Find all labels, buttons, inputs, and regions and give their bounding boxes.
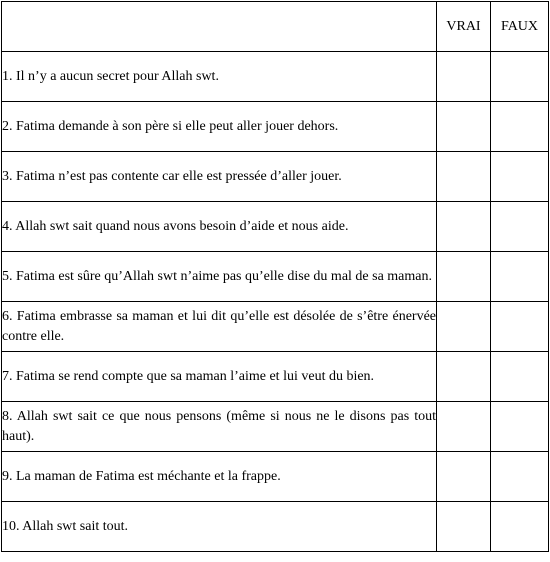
vrai-answer-cell[interactable] [437,402,491,452]
statement-text: 6. Fatima embrasse sa maman et lui dit qu’elle est désolée de s’être énervée contre elle. [2,302,437,352]
faux-answer-cell[interactable] [491,402,549,452]
vrai-answer-cell[interactable] [437,352,491,402]
vrai-answer-cell[interactable] [437,502,491,552]
table-row [2,402,549,452]
statement-text: 3. Fatima n’est pas contente car elle est pressée d’aller jouer. [2,152,437,202]
faux-answer-cell[interactable] [491,452,549,502]
faux-answer-cell[interactable] [491,202,549,252]
faux-header: FAUX [491,2,549,52]
table-row [2,352,549,402]
faux-answer-cell[interactable] [491,152,549,202]
statement-text: 1. Il n’y a aucun secret pour Allah swt. [2,52,437,102]
vrai-answer-cell[interactable] [437,452,491,502]
statement-text: 9. La maman de Fatima est méchante et la frappe. [2,452,437,502]
vrai-answer-cell[interactable] [437,302,491,352]
vrai-answer-cell[interactable] [437,252,491,302]
table-row [2,502,549,552]
statement-text: 2. Fatima demande à son père si elle peut aller jouer dehors. [2,102,437,152]
table-row [2,252,549,302]
statement-text: 10. Allah swt sait tout. [2,502,437,552]
vrai-header: VRAI [437,2,491,52]
faux-answer-cell[interactable] [491,502,549,552]
table-header-row [2,2,549,52]
vrai-answer-cell[interactable] [437,52,491,102]
statement-text: 7. Fatima se rend compte que sa maman l’aime et lui veut du bien. [2,352,437,402]
faux-answer-cell[interactable] [491,352,549,402]
vrai-answer-cell[interactable] [437,202,491,252]
faux-answer-cell[interactable] [491,302,549,352]
faux-answer-cell[interactable] [491,52,549,102]
table-row [2,52,549,102]
faux-answer-cell[interactable] [491,102,549,152]
statement-text: 8. Allah swt sait ce que nous pensons (même si nous ne le disons pas tout haut). [2,402,437,452]
table-row [2,152,549,202]
table-row [2,102,549,152]
vrai-answer-cell[interactable] [437,102,491,152]
table-row [2,302,549,352]
table-row [2,452,549,502]
statement-text: 4. Allah swt sait quand nous avons besoin d’aide et nous aide. [2,202,437,252]
true-false-table [1,1,549,552]
statement-text: 5. Fatima est sûre qu’Allah swt n’aime pas qu’elle dise du mal de sa maman. [2,252,437,302]
faux-answer-cell[interactable] [491,252,549,302]
statement-header-cell [2,2,437,52]
vrai-answer-cell[interactable] [437,152,491,202]
table-row [2,202,549,252]
